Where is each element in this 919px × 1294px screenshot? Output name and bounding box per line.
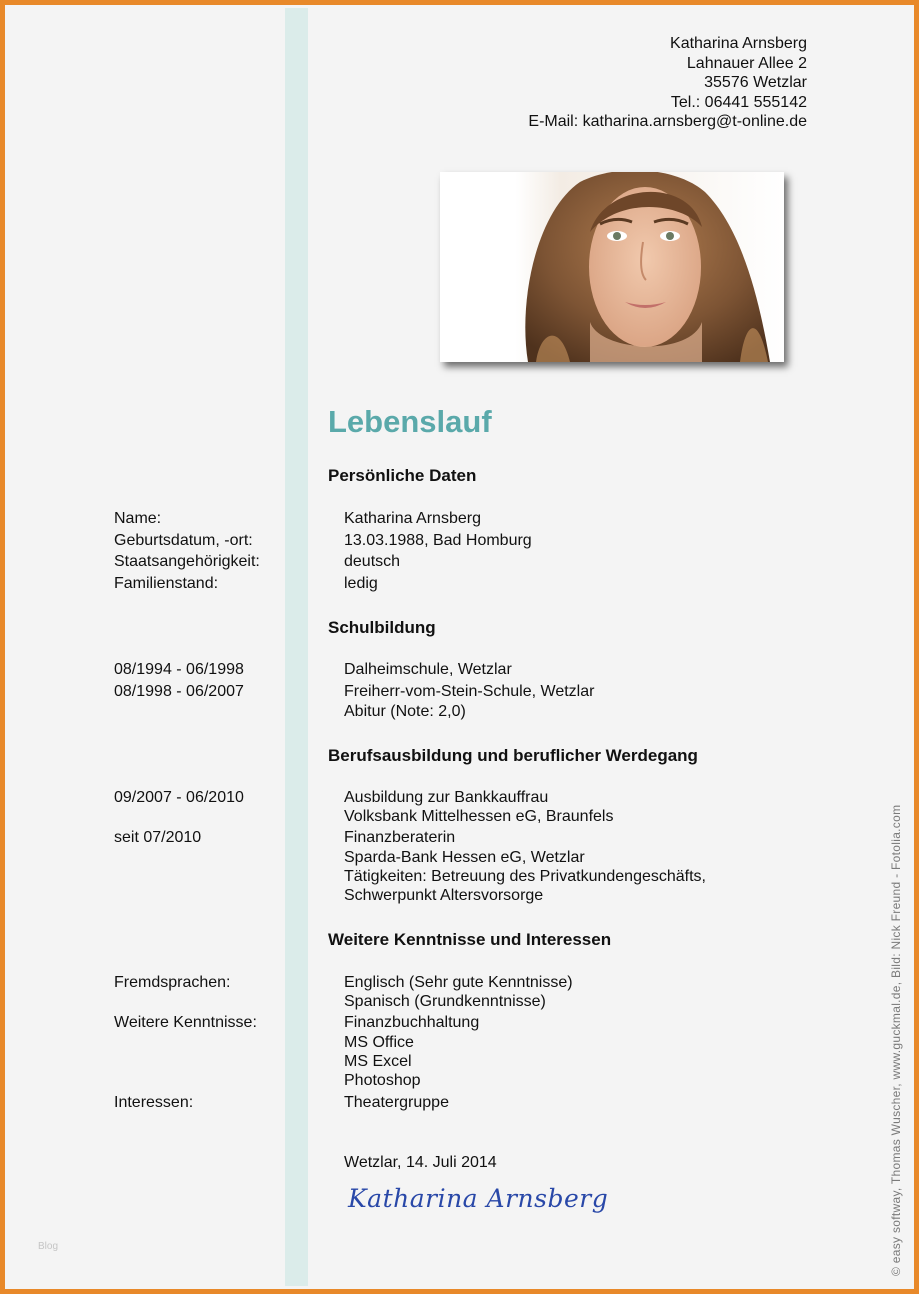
sender-address [528, 34, 807, 132]
place-date: Wetzlar, 14. Juli 2014 [344, 1154, 497, 1171]
section-heading-school: Schulbildung [328, 618, 436, 637]
career-entry-2-focus: Schwerpunkt Altersvorsorge [344, 887, 544, 904]
sender-name: Katharina Arnsberg [670, 35, 807, 52]
skill-1: Finanzbuchhaltung [344, 1014, 480, 1031]
skill-2: MS Office [344, 1034, 414, 1051]
interest-1: Theatergruppe [344, 1094, 449, 1111]
school-entry-2-detail: Abitur (Note: 2,0) [344, 703, 466, 720]
label-interests: Interessen: [114, 1094, 194, 1111]
sender-city: 35576 Wetzlar [704, 74, 807, 91]
sender-email: E-Mail: katharina.arnsberg@t-online.de [528, 113, 807, 130]
career-entry-1-employer: Volksbank Mittelhessen eG, Braunfels [344, 808, 614, 825]
skill-3: MS Excel [344, 1053, 412, 1070]
label-languages: Fremdsprachen: [114, 974, 231, 991]
portrait-photo [440, 172, 784, 362]
signature: Katharina Arnsberg [348, 1184, 609, 1213]
label-other-skills: Weitere Kenntnisse: [114, 1014, 257, 1031]
portrait-image [440, 172, 784, 362]
value-nationality: deutsch [344, 553, 401, 570]
section-heading-skills: Weitere Kenntnisse und Interessen [328, 930, 612, 949]
skill-4: Photoshop [344, 1072, 421, 1089]
school-period-2: 08/1998 - 06/2007 [114, 683, 244, 700]
school-period-1: 08/1994 - 06/1998 [114, 661, 244, 678]
career-entry-2: Finanzberaterin [344, 829, 456, 846]
value-name: Katharina Arnsberg [344, 510, 481, 527]
career-entry-2-employer: Sparda-Bank Hessen eG, Wetzlar [344, 849, 585, 866]
school-entry-1: Dalheimschule, Wetzlar [344, 661, 512, 678]
career-period-2: seit 07/2010 [114, 829, 202, 846]
school-entry-2: Freiherr-vom-Stein-Schule, Wetzlar [344, 683, 595, 700]
watermark: Blog [38, 1241, 59, 1252]
sender-phone: Tel.: 06441 555142 [670, 93, 807, 111]
sender-street: Lahnauer Allee 2 [686, 54, 807, 72]
label-name: Name: [114, 510, 162, 527]
decorative-band [285, 8, 308, 1286]
language-2: Spanisch (Grundkenntnisse) [344, 993, 546, 1010]
image-credit: © easy softway, Thomas Wuscher, www.guckmal.de, Bild: Nick Freund - Fotolia.com [889, 804, 903, 1276]
value-marital: ledig [344, 575, 378, 592]
label-nationality: Staatsangehörigkeit: [114, 553, 260, 570]
value-birth: 13.03.1988, Bad Homburg [344, 532, 532, 549]
section-heading-personal: Persönliche Daten [328, 466, 477, 485]
career-entry-2-tasks: Tätigkeiten: Betreuung des Privatkundengeschäfts, [344, 868, 706, 885]
label-birth: Geburtsdatum, -ort: [114, 532, 253, 549]
language-1: Englisch (Sehr gute Kenntnisse) [344, 974, 573, 991]
label-marital: Familienstand: [114, 575, 219, 592]
career-entry-1: Ausbildung zur Bankkauffrau [344, 789, 549, 806]
career-period-1: 09/2007 - 06/2010 [114, 789, 244, 806]
section-heading-career: Berufsausbildung und beruflicher Werdegang [328, 746, 698, 765]
page-title: Lebenslauf [328, 404, 492, 439]
